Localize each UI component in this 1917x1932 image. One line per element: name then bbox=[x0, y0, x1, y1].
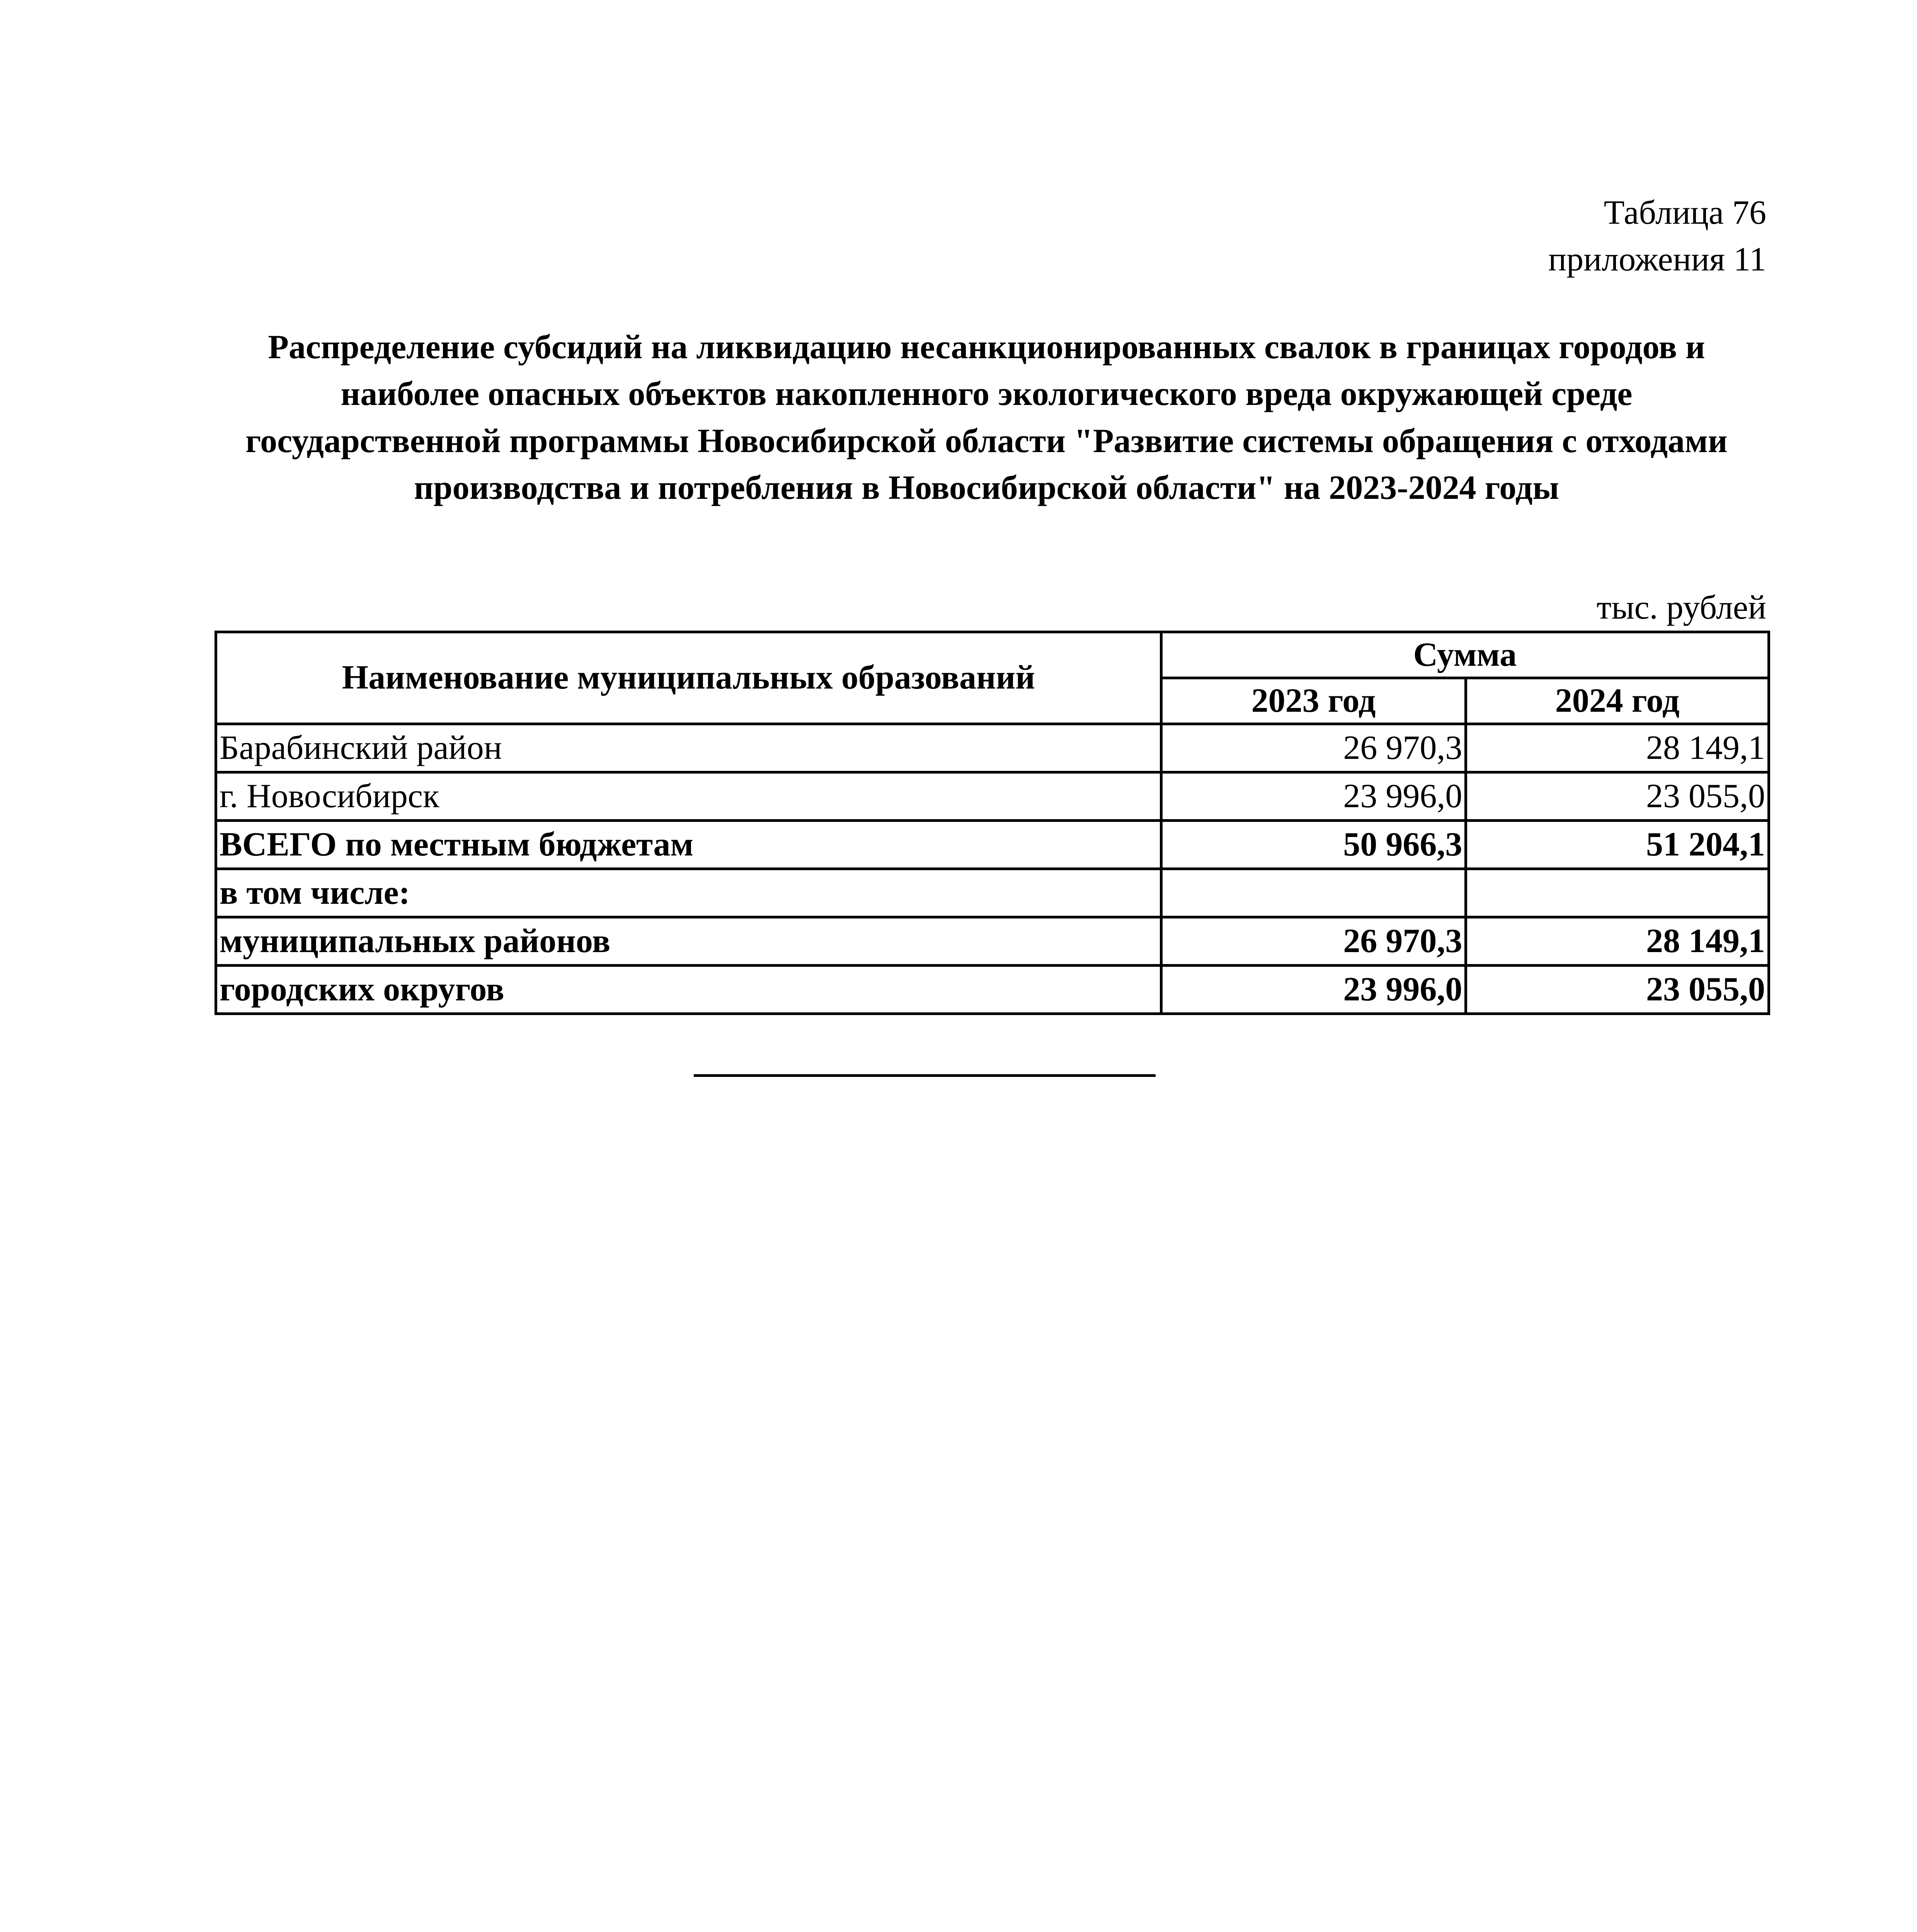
row-value-2024: 23 055,0 bbox=[1466, 772, 1769, 821]
row-name: г. Новосибирск bbox=[216, 772, 1161, 821]
row-name: Барабинский район bbox=[216, 724, 1161, 772]
row-value-2023: 26 970,3 bbox=[1161, 724, 1466, 772]
row-name: ВСЕГО по местным бюджетам bbox=[216, 821, 1161, 869]
row-value-2024 bbox=[1466, 869, 1769, 917]
table-label: Таблица 76 bbox=[1604, 194, 1766, 231]
row-name: городских округов bbox=[216, 966, 1161, 1014]
subsidy-table bbox=[215, 631, 1770, 1015]
table-number-block bbox=[1548, 189, 1766, 283]
table-row-subtotal bbox=[216, 966, 1769, 1014]
table-row-including bbox=[216, 869, 1769, 917]
row-value-2024: 23 055,0 bbox=[1466, 966, 1769, 1014]
appendix-label: приложения 11 bbox=[1548, 241, 1766, 279]
header-municipality-name: Наименование муниципальных образований bbox=[216, 632, 1161, 724]
separator-line bbox=[694, 1074, 1156, 1077]
table-row-subtotal bbox=[216, 917, 1769, 966]
row-value-2023: 50 966,3 bbox=[1161, 821, 1466, 869]
row-value-2023: 26 970,3 bbox=[1161, 917, 1466, 966]
row-name: муниципальных районов bbox=[216, 917, 1161, 966]
row-value-2023: 23 996,0 bbox=[1161, 772, 1466, 821]
header-sum: Сумма bbox=[1161, 632, 1769, 678]
document-title: Распределение субсидий на ликвидацию несанкционированных свалок в границах городов и наиболее опасных объектов накопленного экологического вреда окружающей среде государственной программы Новосибирской области "Развитие системы обращения с отходами производства и потребления в Новосибирской области" на 2023-2024 годы bbox=[245, 328, 1728, 507]
units-label: тыс. рублей bbox=[1597, 589, 1766, 626]
table-row-total bbox=[216, 821, 1769, 869]
table-header-row bbox=[216, 632, 1769, 678]
row-value-2023 bbox=[1161, 869, 1466, 917]
header-year-2024: 2024 год bbox=[1466, 678, 1769, 724]
row-value-2023: 23 996,0 bbox=[1161, 966, 1466, 1014]
table-row bbox=[216, 724, 1769, 772]
header-year-2023: 2023 год bbox=[1161, 678, 1466, 724]
row-value-2024: 28 149,1 bbox=[1466, 917, 1769, 966]
row-name: в том числе: bbox=[216, 869, 1161, 917]
table-row bbox=[216, 772, 1769, 821]
row-value-2024: 28 149,1 bbox=[1466, 724, 1769, 772]
row-value-2024: 51 204,1 bbox=[1466, 821, 1769, 869]
